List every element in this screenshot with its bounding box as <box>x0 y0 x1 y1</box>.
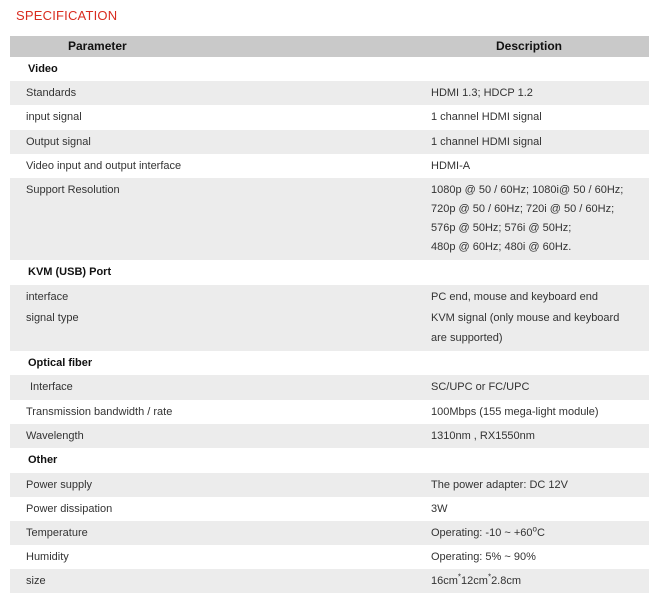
header-parameter: Parameter <box>68 39 127 53</box>
section-label: Other <box>28 454 58 466</box>
row-desc: 3W <box>431 503 448 515</box>
page-title: SPECIFICATION <box>16 8 118 23</box>
table-row <box>10 424 649 448</box>
table-row <box>10 285 649 351</box>
table-row <box>10 178 649 260</box>
row-desc: HDMI 1.3; HDCP 1.2 <box>431 87 533 99</box>
table-header <box>10 36 649 57</box>
row-param: Power dissipation <box>26 503 113 515</box>
row-param: Temperature <box>26 527 88 539</box>
table-row <box>10 400 649 424</box>
row-desc: PC end, mouse and keyboard end <box>431 291 598 303</box>
row-desc: 1 channel HDMI signal <box>431 111 542 123</box>
table-row <box>10 154 649 178</box>
header-description: Description <box>496 39 563 53</box>
table-row <box>10 105 649 130</box>
row-desc: 100Mbps (155 mega-light module) <box>431 406 599 418</box>
row-desc: The power adapter: DC 12V <box>431 479 568 491</box>
row-param: Power supply <box>26 479 93 491</box>
table-row <box>10 473 649 497</box>
row-param: signal type <box>26 312 79 324</box>
row-desc: KVM signal (only mouse and keyboard <box>431 312 620 324</box>
row-param: Transmission bandwidth / rate <box>26 406 173 418</box>
section-kvm <box>10 260 649 285</box>
row-param: Wavelength <box>26 430 84 442</box>
table-row <box>10 130 649 154</box>
resolution-line: 480p @ 60Hz; 480i @ 60Hz. <box>431 241 572 253</box>
table-row <box>10 375 649 400</box>
table-row <box>10 545 649 569</box>
row-desc: are supported) <box>431 332 503 344</box>
row-desc: 16cm*12cm*2.8cm <box>431 572 522 587</box>
row-param: size <box>26 575 46 587</box>
resolution-line: 576p @ 50Hz; 576i @ 50Hz; <box>431 222 572 234</box>
row-param: Humidity <box>26 551 69 563</box>
row-param: Support Resolution <box>26 184 120 196</box>
row-desc: Operating: 5% ~ 90% <box>431 551 536 563</box>
row-desc: HDMI-A <box>431 160 471 172</box>
table-row <box>10 497 649 521</box>
section-video <box>10 57 649 81</box>
table-row <box>10 81 649 105</box>
section-label: KVM (USB) Port <box>28 266 112 278</box>
section-label: Optical fiber <box>28 357 93 369</box>
row-param: Video input and output interface <box>26 160 182 172</box>
resolution-line: 720p @ 50 / 60Hz; 720i @ 50 / 60Hz; <box>431 203 615 215</box>
row-param: input signal <box>26 111 82 123</box>
row-desc: SC/UPC or FC/UPC <box>431 381 530 393</box>
section-label: Video <box>28 63 58 75</box>
row-param: Output signal <box>26 136 91 148</box>
section-optical <box>10 351 649 375</box>
row-param: Interface <box>30 381 73 393</box>
row-param: Standards <box>26 87 77 99</box>
table-row <box>10 521 649 545</box>
row-desc: 1 channel HDMI signal <box>431 136 542 148</box>
resolution-line: 1080p @ 50 / 60Hz; 1080i@ 50 / 60Hz; <box>431 184 624 196</box>
row-desc: 1310nm , RX1550nm <box>431 430 535 442</box>
section-other <box>10 448 649 473</box>
row-param: interface <box>26 291 69 303</box>
table-row <box>10 569 649 593</box>
specification-table <box>10 36 649 593</box>
row-desc: Operating: -10 ~ $+60^oC$ <box>431 524 545 539</box>
